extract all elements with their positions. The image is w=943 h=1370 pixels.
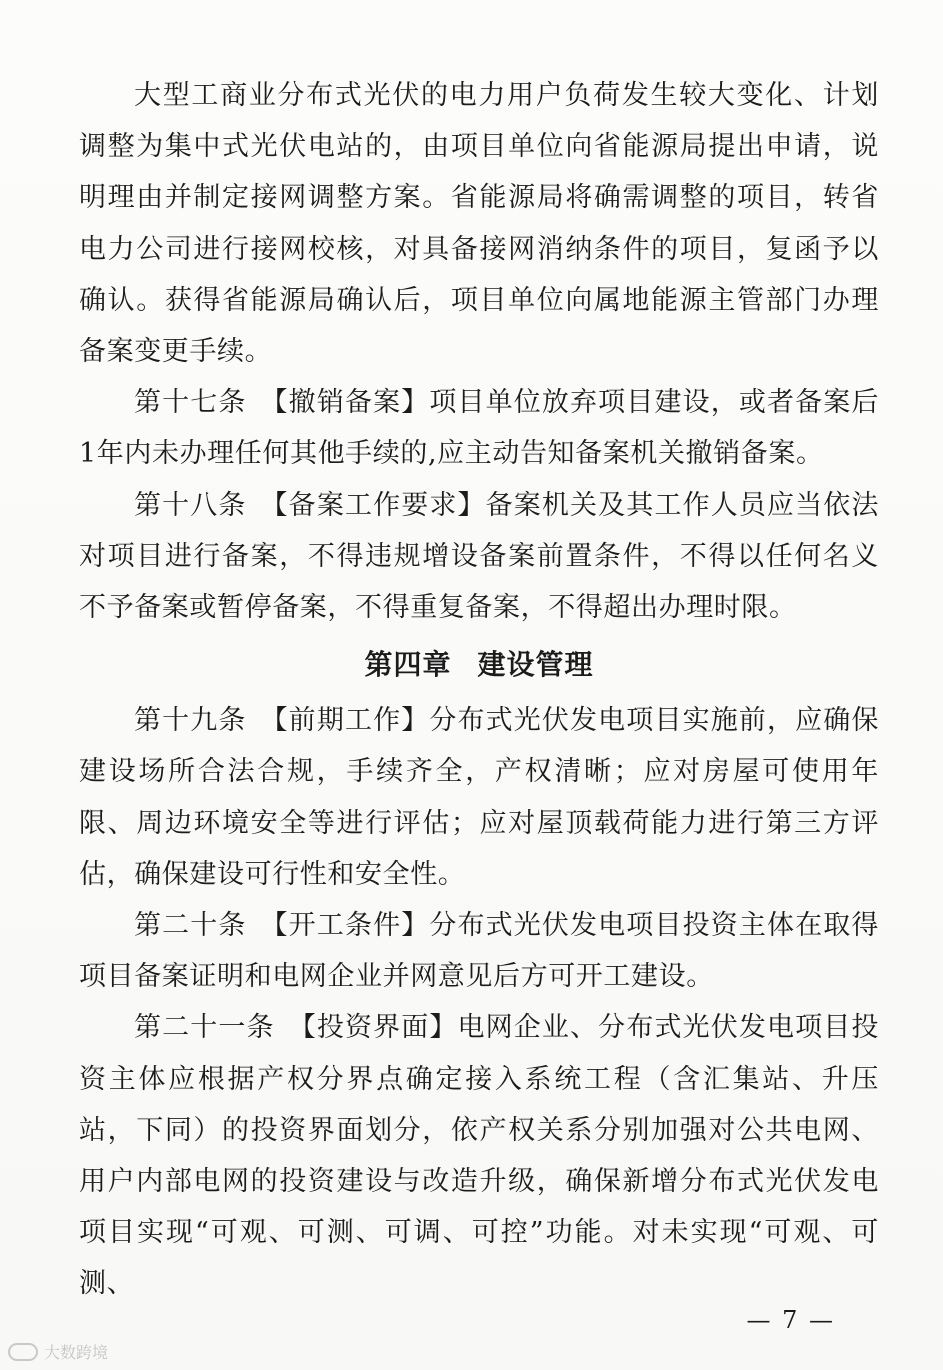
watermark <box>8 1340 108 1363</box>
document-body <box>79 70 879 1310</box>
article-text: 【投资界面】电网企业、分布式光伏发电项目投资主体应根据产权分界点确定接入系统工程（含汇集站、升压站，下同）的投资界面划分，依产权关系分别加强对公共电网、用户内部电网的投资建设与改造升级，确保新增分布式光伏发电项目实现“可观、可测、可调、可控”功能。对未实现“可观、可测、 <box>79 1012 879 1300</box>
article-number: 第十八条 <box>134 489 247 521</box>
article-text: 【撤销备案】项目单位放弃项目建设，或者备案后1年内未办理任何其他手续的,应主动告知备案机关撤销备案。 <box>79 387 879 470</box>
article-number: 第二十一条 <box>134 1012 275 1044</box>
article-text: 【备案工作要求】备案机关及其工作人员应当依法对项目进行备案，不得违规增设备案前置条件，不得以任何名义不予备案或暂停备案，不得重复备案，不得超出办理时限。 <box>79 489 879 624</box>
paragraph-continuation <box>79 70 879 377</box>
watermark-logo-icon <box>8 1343 38 1361</box>
article-18 <box>79 480 879 634</box>
watermark-text: 大数跨境 <box>44 1343 109 1362</box>
page-number: — 7 — <box>746 1306 835 1334</box>
paragraph-text: 大型工商业分布式光伏的电力用户负荷发生较大变化、计划调整为集中式光伏电站的，由项目单位向省能源局提出申请，说明理由并制定接网调整方案。省能源局将确需调整的项目，转省电力公司进行接网校核，对具备接网消纳条件的项目，复函予以确认。获得省能源局确认后，项目单位向属地能源主管部门办理备案变更手续。 <box>79 80 879 368</box>
article-21 <box>79 1002 879 1309</box>
article-number: 第十九条 <box>134 705 247 737</box>
article-20 <box>79 900 879 1002</box>
article-number: 第十七条 <box>134 387 247 419</box>
article-text: 【开工条件】分布式光伏发电项目投资主体在取得项目备案证明和电网企业并网意见后方可开工建设。 <box>79 910 879 993</box>
article-17 <box>79 377 879 479</box>
article-number: 第二十条 <box>134 910 247 942</box>
article-text: 【前期工作】分布式光伏发电项目实施前，应确保建设场所合法合规，手续齐全，产权清晰；应对房屋可使用年限、周边环境安全等进行评估；应对屋顶载荷能力进行第三方评估，确保建设可行性和安全性。 <box>79 705 879 890</box>
chapter-heading <box>79 639 879 691</box>
chapter-title: 建设管理 <box>477 648 594 682</box>
article-19 <box>79 695 879 900</box>
chapter-number: 第四章 <box>364 648 452 682</box>
